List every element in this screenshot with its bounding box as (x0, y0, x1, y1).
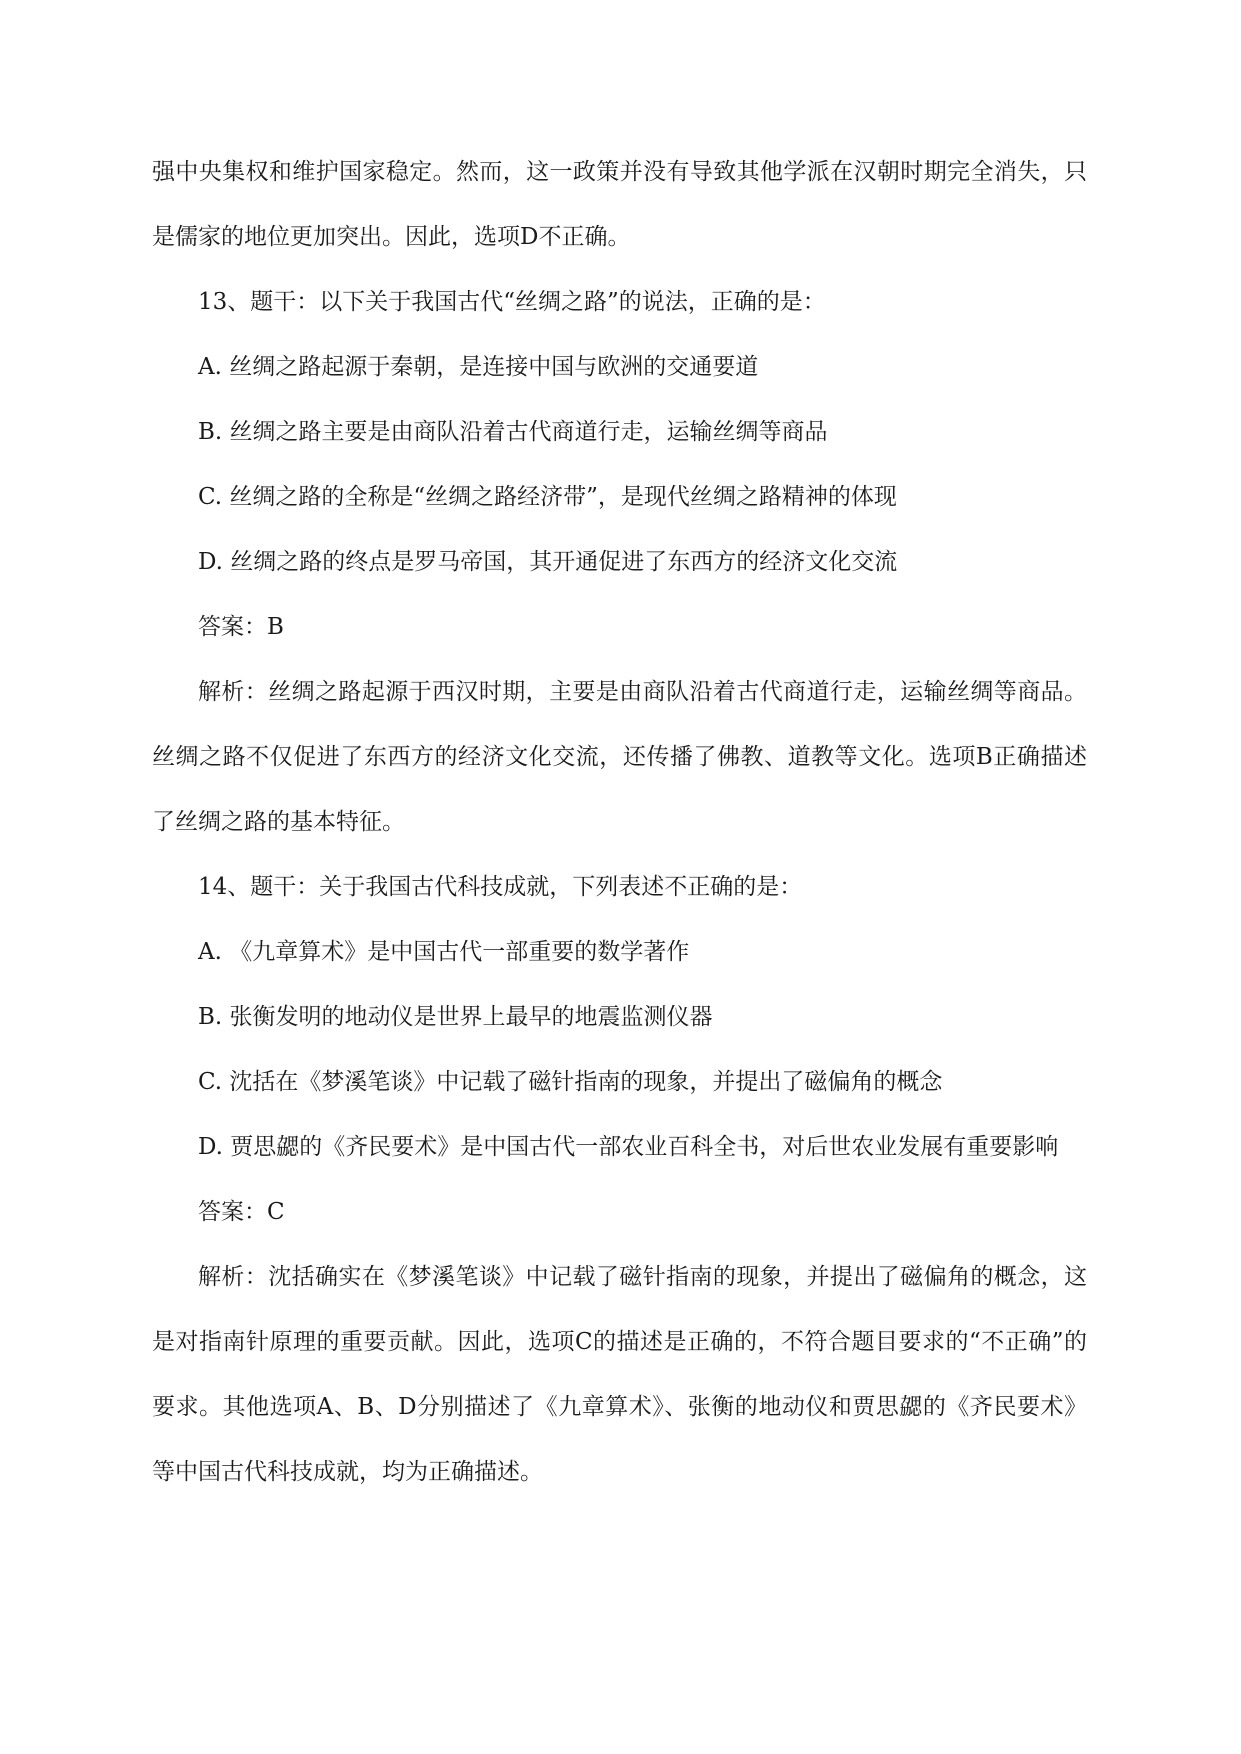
question-13-explanation: 解析：丝绸之路起源于西汉时期，主要是由商队沿着古代商道行走，运输丝绸等商品。丝绸之路不仅促进了东西方的经济文化交流，还传播了佛教、道教等文化。选项B正确描述了丝绸之路的基本特征。 (152, 679, 1087, 835)
question-14-option-a: A. 《九章算术》是中国古代一部重要的数学著作 (198, 939, 690, 965)
question-13-stem: 13、题干：以下关于我国古代“丝绸之路”的说法，正确的是： (198, 289, 826, 315)
question-14-option-b: B. 张衡发明的地动仪是世界上最早的地震监测仪器 (198, 1004, 713, 1030)
question-13-option-a: A. 丝绸之路起源于秦朝，是连接中国与欧洲的交通要道 (198, 354, 759, 380)
question-14-stem: 14、题干：关于我国古代科技成就，下列表述不正确的是： (198, 874, 803, 900)
question-14-explanation: 解析：沈括确实在《梦溪笔谈》中记载了磁针指南的现象，并提出了磁偏角的概念，这是对指南针原理的重要贡献。因此，选项C的描述是正确的，不符合题目要求的“不正确”的要求。其他选项A、B、D分别描述了《九章算术》、张衡的地动仪和贾思勰的《齐民要术》等中国古代科技成就，均为正确描述。 (152, 1264, 1087, 1485)
question-13-option-c: C. 丝绸之路的全称是“丝绸之路经济带”，是现代丝绸之路精神的体现 (198, 484, 897, 510)
question-13-option-b: B. 丝绸之路主要是由商队沿着古代商道行走，运输丝绸等商品 (198, 419, 828, 445)
question-13-answer: 答案：B (198, 614, 284, 640)
question-14-option-d: D. 贾思勰的《齐民要术》是中国古代一部农业百科全书，对后世农业发展有重要影响 (198, 1134, 1059, 1160)
question-14-option-c: C. 沈括在《梦溪笔谈》中记载了磁针指南的现象，并提出了磁偏角的概念 (198, 1069, 943, 1095)
paragraph-continuation: 强中央集权和维护国家稳定。然而，这一政策并没有导致其他学派在汉朝时期完全消失，只是儒家的地位更加突出。因此，选项D不正确。 (152, 159, 1087, 250)
question-13-option-d: D. 丝绸之路的终点是罗马帝国，其开通促进了东西方的经济文化交流 (198, 549, 898, 575)
question-14-answer: 答案：C (198, 1199, 285, 1225)
document-body (152, 140, 1087, 1505)
